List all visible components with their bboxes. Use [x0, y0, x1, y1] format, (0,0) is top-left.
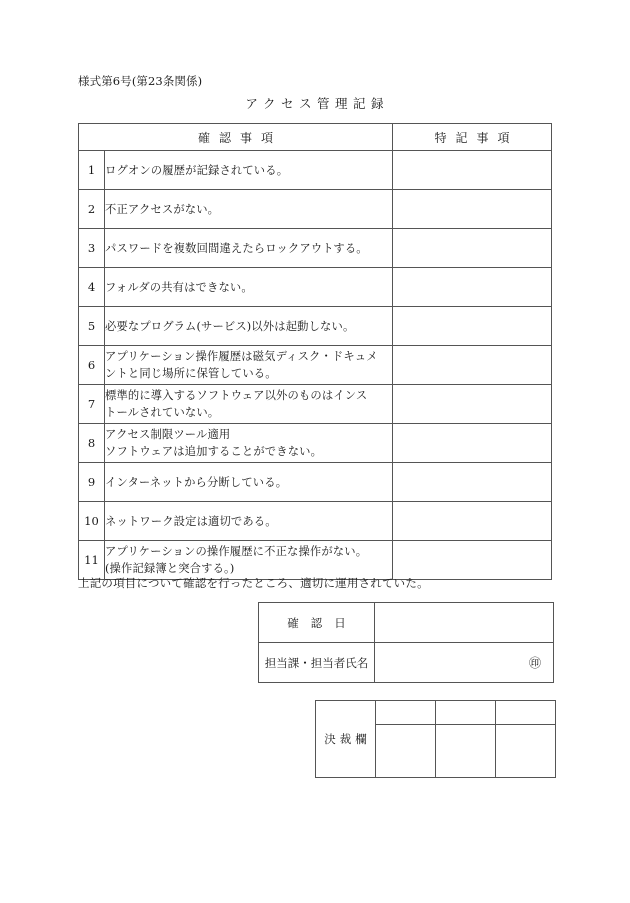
table-row	[79, 541, 552, 580]
approval-label: 決裁欄	[316, 701, 376, 778]
checklist-table	[78, 123, 552, 580]
table-row	[79, 424, 552, 463]
page-title: アクセス管理記録	[245, 96, 390, 111]
checklist-item-text	[105, 424, 393, 463]
checklist-item-line: ントと同じ場所に保管している。	[105, 367, 277, 380]
row-number: 6	[79, 346, 105, 385]
seal-stamp-icon: ㊞	[528, 655, 541, 670]
checklist-item-text	[105, 229, 393, 268]
row-number: 5	[79, 307, 105, 346]
checklist-item-text	[105, 307, 393, 346]
approval-bottom-cell-3[interactable]	[496, 725, 556, 778]
confirmation-date-value[interactable]	[375, 603, 554, 643]
remarks-cell[interactable]	[393, 502, 552, 541]
table-row	[79, 190, 552, 229]
checklist-item-line: フォルダの共有はできない。	[105, 280, 253, 294]
checklist-item-line: パスワードを複数回間違えたらロックアウトする。	[105, 241, 368, 255]
checklist-item-text	[105, 463, 393, 502]
confirmation-person-label: 担当課・担当者氏名	[259, 643, 375, 683]
checklist-item-line: アプリケーションの操作履歴に不正な操作がない。	[105, 545, 368, 558]
table-row	[79, 463, 552, 502]
row-number: 9	[79, 463, 105, 502]
row-number: 8	[79, 424, 105, 463]
checklist-item-line: ログオンの履歴が記録されている。	[105, 163, 289, 177]
checklist-item-text	[105, 502, 393, 541]
checklist-item-text	[105, 268, 393, 307]
remarks-cell[interactable]	[393, 463, 552, 502]
approval-top-row	[316, 701, 556, 725]
remarks-cell[interactable]	[393, 151, 552, 190]
confirmation-date-row	[259, 603, 554, 643]
remarks-cell[interactable]	[393, 541, 552, 580]
checklist-item-line: アプリケーション操作履歴は磁気ディスク・ドキュメ	[105, 350, 378, 363]
remarks-cell[interactable]	[393, 307, 552, 346]
approval-top-cell-3[interactable]	[496, 701, 556, 725]
confirmation-person-row	[259, 643, 554, 683]
checklist-item-line: 不正アクセスがない。	[105, 202, 220, 216]
row-number: 3	[79, 229, 105, 268]
checklist-item-line: トールされていない。	[105, 406, 220, 419]
form-number: 様式第6号(第23条関係)	[78, 74, 203, 88]
table-row	[79, 502, 552, 541]
table-row	[79, 268, 552, 307]
row-number: 11	[79, 541, 105, 580]
checklist-item-text	[105, 190, 393, 229]
checklist-item-text	[105, 541, 393, 580]
approval-bottom-cell-2[interactable]	[436, 725, 496, 778]
confirmation-date-label: 確認日	[259, 603, 375, 643]
table-row	[79, 307, 552, 346]
checklist-header-row	[79, 124, 552, 151]
remarks-cell[interactable]	[393, 268, 552, 307]
remarks-cell[interactable]	[393, 385, 552, 424]
remarks-cell[interactable]	[393, 424, 552, 463]
approval-table	[315, 700, 556, 778]
confirmation-table	[258, 602, 554, 683]
row-number: 7	[79, 385, 105, 424]
remarks-cell[interactable]	[393, 229, 552, 268]
table-row	[79, 346, 552, 385]
table-row	[79, 385, 552, 424]
header-confirmation-items: 確認事項	[79, 124, 393, 151]
row-number: 10	[79, 502, 105, 541]
remarks-cell[interactable]	[393, 346, 552, 385]
header-remarks: 特記事項	[393, 124, 552, 151]
checklist-item-line: 必要なプログラム(サービス)以外は起動しない。	[105, 319, 355, 333]
table-row	[79, 229, 552, 268]
approval-top-cell-2[interactable]	[436, 701, 496, 725]
remarks-cell[interactable]	[393, 190, 552, 229]
row-number: 1	[79, 151, 105, 190]
checklist-item-line: インターネットから分断している。	[105, 475, 288, 489]
row-number: 4	[79, 268, 105, 307]
checklist-item-text	[105, 385, 393, 424]
confirmation-person-value[interactable]	[375, 643, 554, 683]
closing-statement: 上記の項目について確認を行ったところ、適切に運用されていた。	[78, 576, 429, 590]
checklist-item-line: ソフトウェアは追加することができない。	[105, 445, 323, 458]
row-number: 2	[79, 190, 105, 229]
checklist-item-text	[105, 346, 393, 385]
checklist-item-line: 標準的に導入するソフトウェア以外のものはインス	[105, 389, 368, 402]
checklist-item-line: ネットワーク設定は適切である。	[105, 514, 277, 528]
checklist-item-line: (操作記録簿と突合する。)	[105, 562, 235, 575]
table-row	[79, 151, 552, 190]
approval-top-cell-1[interactable]	[376, 701, 436, 725]
checklist-item-text	[105, 151, 393, 190]
approval-bottom-cell-1[interactable]	[376, 725, 436, 778]
checklist-item-line: アクセス制限ツール適用	[105, 428, 231, 441]
